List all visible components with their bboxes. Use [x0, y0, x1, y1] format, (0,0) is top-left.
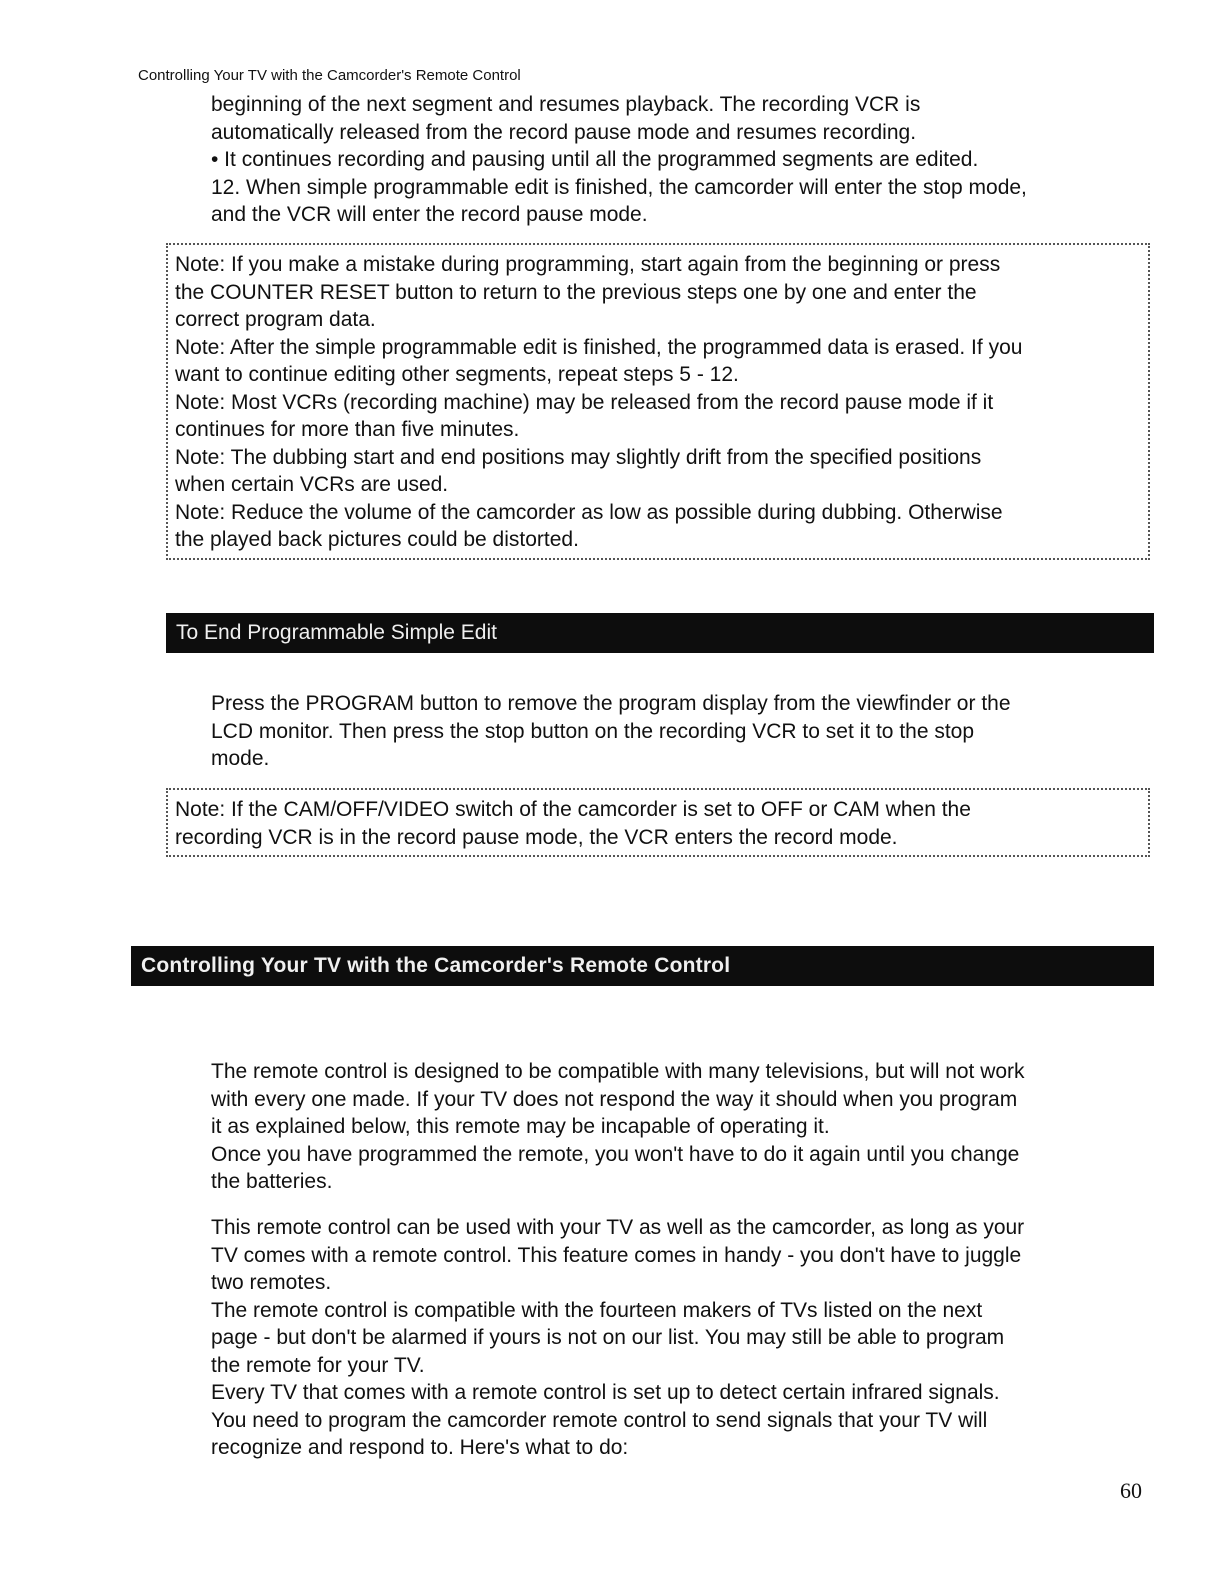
note-line: the played back pictures could be distorted. [175, 528, 579, 551]
body-line: two remotes. [211, 1271, 332, 1294]
section-heading-end-edit: To End Programmable Simple Edit [166, 613, 1154, 653]
note-line: Note: The dubbing start and end positions may slightly drift from the specified positions [175, 445, 982, 469]
body-line: page - but don't be alarmed if yours is not on our list. You may still be able to program [211, 1326, 1005, 1349]
body-line: recognize and respond to. Here's what to do: [211, 1436, 629, 1459]
body-line: with every one made. If your TV does not respond the way it should when you program [211, 1087, 1018, 1111]
body-line: This remote control can be used with your TV as well as the camcorder, as long as your [211, 1216, 1025, 1239]
body-line: Once you have programmed the remote, you won't have to do it again until you change [211, 1142, 1020, 1166]
end-edit-line: Press the PROGRAM button to remove the program display from the viewfinder or the [211, 692, 1011, 715]
notes-box-cam-switch [166, 788, 1150, 857]
notes-box-programming [166, 243, 1150, 560]
note-line: Note: Reduce the volume of the camcorder as low as possible during dubbing. Otherwise [175, 500, 1003, 524]
body-line: You need to program the camcorder remote control to send signals that your TV will [211, 1408, 988, 1432]
end-edit-line: mode. [211, 747, 270, 770]
note-line: when certain VCRs are used. [175, 473, 449, 496]
note-line: continues for more than five minutes. [175, 418, 520, 441]
intro-text [211, 91, 1161, 229]
body-line: the batteries. [211, 1170, 333, 1193]
end-edit-line: LCD monitor. Then press the stop button on the recording VCR to set it to the stop [211, 719, 975, 743]
intro-line: beginning of the next segment and resumes playback. The recording VCR is [211, 93, 921, 116]
body-line: the remote for your TV. [211, 1353, 425, 1377]
tv-remote-paragraph-1 [211, 1058, 1161, 1196]
note-line: Note: If the CAM/OFF/VIDEO switch of the camcorder is set to OFF or CAM when the [175, 798, 971, 821]
body-line: The remote control is compatible with the fourteen makers of TVs listed on the next [211, 1298, 983, 1322]
intro-step-line: 12. When simple programmable edit is finished, the camcorder will enter the stop mode, [211, 175, 1027, 199]
note-line: recording VCR is in the record pause mode, the VCR enters the record mode. [175, 825, 898, 849]
body-line: Every TV that comes with a remote control is set up to detect certain infrared signals. [211, 1381, 1000, 1404]
note-line: Note: After the simple programmable edit is finished, the programmed data is erased. If you [175, 335, 1023, 359]
note-line: correct program data. [175, 308, 376, 331]
note-line: Note: If you make a mistake during programming, start again from the beginning or press [175, 253, 1001, 276]
body-line: The remote control is designed to be compatible with many televisions, but will not work [211, 1060, 1025, 1083]
intro-line: automatically released from the record pause mode and resumes recording. [211, 120, 917, 144]
running-header: Controlling Your TV with the Camcorder's Remote Control [138, 67, 521, 84]
section-heading-tv-remote: Controlling Your TV with the Camcorder's Remote Control [131, 946, 1154, 986]
intro-bullet-line: • It continues recording and pausing until all the programmed segments are edited. [211, 148, 979, 171]
body-line: it as explained below, this remote may be incapable of operating it. [211, 1115, 830, 1138]
note-line: the COUNTER RESET button to return to the previous steps one by one and enter the [175, 280, 977, 304]
note-line: Note: Most VCRs (recording machine) may be released from the record pause mode if it [175, 390, 994, 414]
intro-line: and the VCR will enter the record pause mode. [211, 203, 648, 226]
note-line: want to continue editing other segments, repeat steps 5 - 12. [175, 363, 739, 386]
end-edit-text [211, 690, 1161, 773]
page-number: 60 [1120, 1478, 1142, 1503]
body-line: TV comes with a remote control. This feature comes in handy - you don't have to juggle [211, 1243, 1022, 1267]
tv-remote-paragraph-2 [211, 1214, 1161, 1462]
